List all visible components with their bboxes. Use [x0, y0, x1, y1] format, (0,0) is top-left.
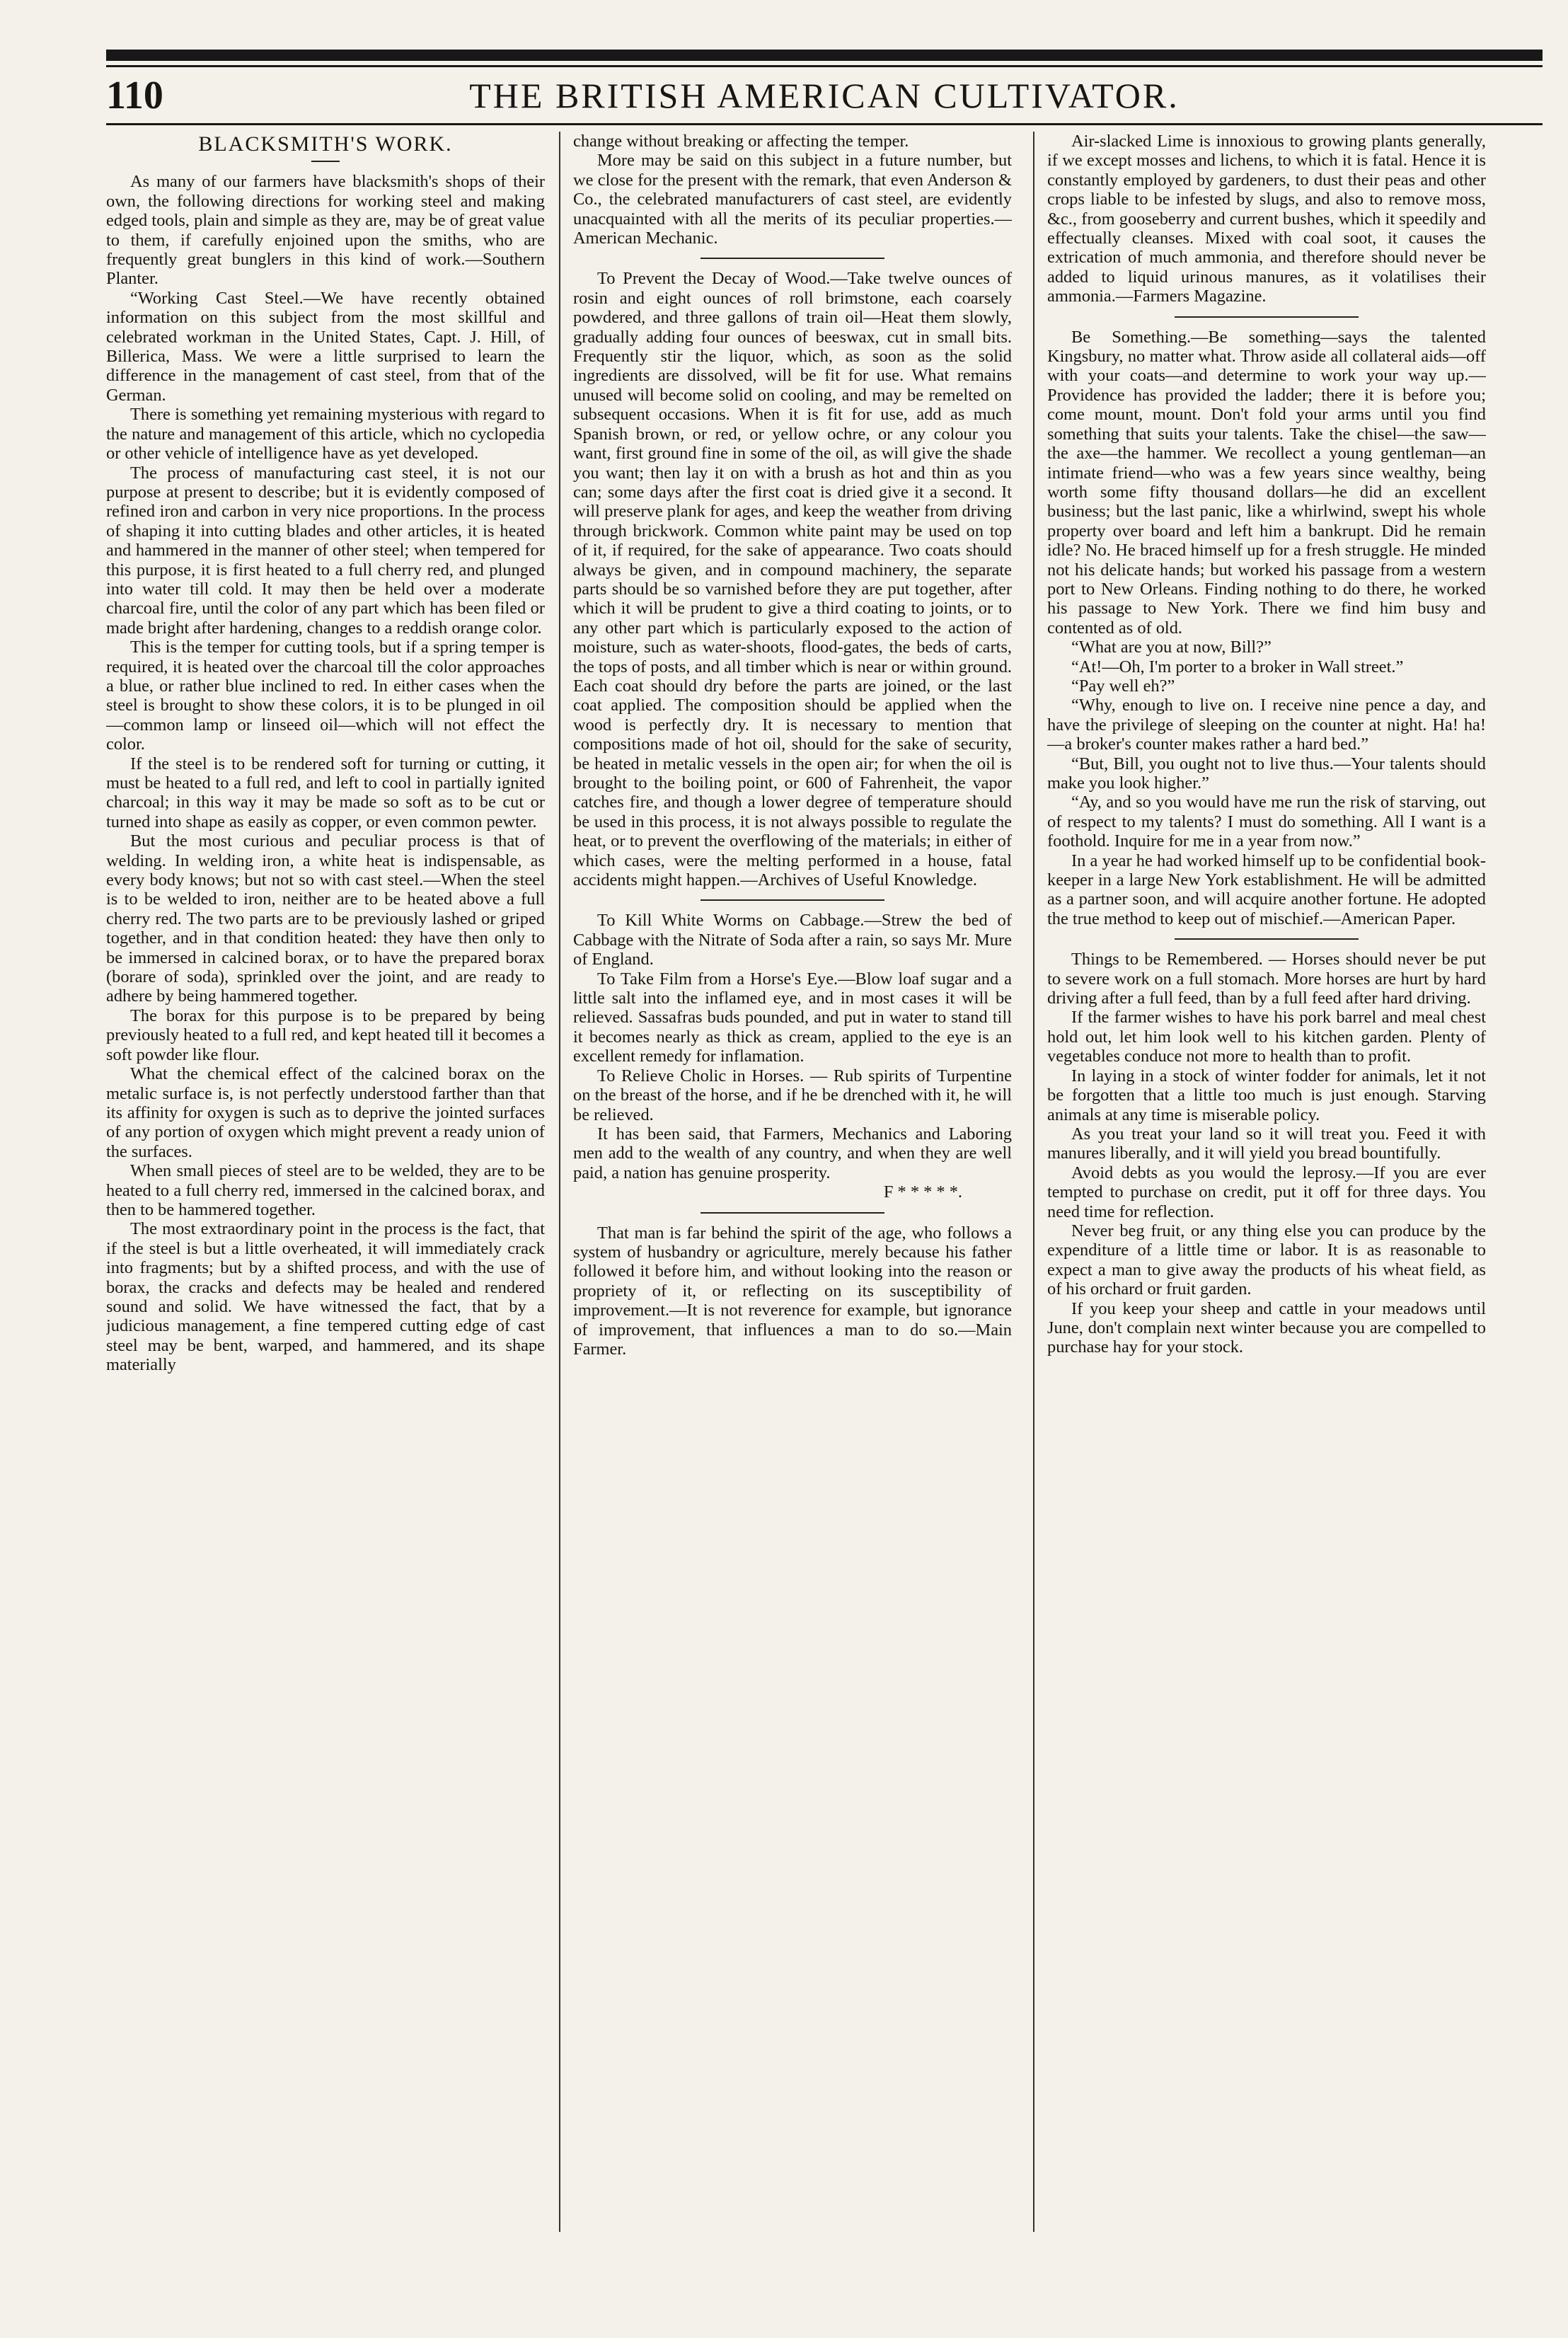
paragraph: The most extraordinary point in the process is the fact, that if the steel is but a little overheated, it will immediately crack into fragments; but by a shifted process, and with the use of borax, the cracks and defects may be healed and rendered sound and solid. We have witnessed the fact, that by a judicious management, a fine tempered cutting edge of cast steel may be bent, warped, and hammered, and its shape materially — [106, 1219, 545, 1375]
paragraph: As many of our farmers have blacksmith's shops of their own, the following directions for working steel and making edged tools, plain and simple as they are, may be of great value to them, if carefully enjoined upon the smiths, who are frequently great bunglers in this kind of work.—Southern Planter. — [106, 172, 545, 289]
paragraph: This is the temper for cutting tools, but if a spring temper is required, it is heated over the charcoal till the color approaches a blue, or rather blue inclined to red. In either cases when the steel is brought to show these colors, it is to be plunged in oil—common lamp or linseed oil—which will not effect the color. — [106, 638, 545, 754]
article-film-horse-eye: To Take Film from a Horse's Eye.—Blow loaf sugar and a little salt into the inflamed eye, and in most cases it will be relieved. Sassafras buds pounded, and put in water to stand till it becomes nearly as thick as cream, applied to the eye is an excellent remedy for inflamation. — [573, 969, 1012, 1066]
paragraph: Avoid debts as you would the leprosy.—If you are ever tempted to purchase on credit, put it off for three days. You need time for reflection. — [1047, 1163, 1486, 1221]
paragraph: There is something yet remaining mysterious with regard to the nature and management of this article, which no cyclopedia or other vehicle of intelligence have as yet developed. — [106, 405, 545, 463]
paragraph: If you keep your sheep and cattle in your meadows until June, don't complain next winter because you are compelled to purchase hay for your stock. — [1047, 1298, 1486, 1357]
column-2 — [573, 132, 1012, 2232]
paragraph: As you treat your land so it will treat you. Feed it with manures liberally, and it will yield you bread bountifully. — [1047, 1124, 1486, 1163]
bottom-margin — [0, 2232, 1568, 2338]
paragraph: It has been said, that Farmers, Mechanics and Laboring men add to the wealth of any country, and when they are well paid, a nation has genuine prosperity. — [573, 1124, 1012, 1182]
article-prevent-decay-of-wood: To Prevent the Decay of Wood.—Take twelve ounces of rosin and eight ounces of roll brimstone, each coarsely powdered, and three gallons of train oil—Heat them slowly, gradually adding four ounces of beeswax, cut in small bits. Frequently stir the liquor, which, as soon as the solid ingredients are dissolved, will be fit for use. What remains unused will become solid on cooling, and may be remelted on subsequent occasions. When it is fit for use, add as much Spanish brown, or red, or yellow ochre, or any colour you want, first ground fine in some of the oil, as will give the shade you want; then lay it on with a brush as hot and thin as you can; some days after the first coat is dried give it a second. It will preserve plank for ages, and keep the weather from driving through brickwork. Common white paint may be used on top of it, if required, for the sake of appearance. Two coats should always be given, and in compound machinery, the separate parts should be so varnished before they are put together, after which it will be prudent to give a third coating to joints, or to any other part which is particularly exposed to the action of moisture, such as water-shoots, flood-gates, the beds of carts, the tops of posts, and all timber which is near or within ground. Each coat should dry before the parts are joined, or the last coat applied. The composition should be applied when the wood is perfectly dry. It is necessary to mention that compositions made of hot oil, should for the sake of security, be heated in metalic vessels in the open air; for when the oil is brought to the boiling point, or 600 of Fahrenheit, the vapor catches fire, and though a lower degree of temperature should be used in this process, it is not always possible to regulate the heat, or to prevent the overflowing of the materials; in either of which cases, were the melting performed in a house, fatal accidents might happen.—Archives of Useful Knowledge. — [573, 269, 1012, 890]
page-number: 110 — [106, 74, 163, 117]
paragraph: Never beg fruit, or any thing else you can produce by the expenditure of a little time or labor. It is as reasonable to expect a man to give away the products of his wheat field, as of his orchard or fruit garden. — [1047, 1221, 1486, 1299]
section-divider — [701, 1212, 884, 1214]
paragraph: “Working Cast Steel.—We have recently obtained information on this subject from the most skillful and celebrated workman in the United States, Capt. J. Hill, of Billerica, Mass. We were a little surprised to learn the difference in the management of cast steel, from that of the German. — [106, 288, 545, 405]
column-separator — [1033, 132, 1034, 2232]
paragraph: In a year he had worked himself up to be confidential book-keeper in a large New York establishment. He will be admitted as a partner soon, and will acquire another fortune. He adopted the true method to keep out of mischief.—American Paper. — [1047, 851, 1486, 928]
article-be-something: Be Something.—Be something—says the talented Kingsbury, no matter what. Throw aside all collateral aids—off with your coats—and determine to work your way up.—Providence has provided the ladder; there it is before you; come mount, mount. Don't fold your arms until you find something that suits your talents. Take the chisel—the saw—the axe—the hammer. We recollect a young gentleman—an intimate friend—who was a few years since wealthy, being worth some fifty thousand dollars—he did an excellent business; but the last panic, like a whirlwind, swept his whole property over board and left him a bankrupt. Did he remain idle? No. He braced himself up for a fresh struggle. He minded not his delicate hands; but worked his passage from a western port to New Orleans. Finding nothing to do there, he worked his passage to New York. There we find him busy and contented as of old. — [1047, 327, 1486, 638]
section-divider — [701, 258, 884, 259]
section-divider — [1175, 316, 1359, 318]
paragraph: When small pieces of steel are to be welded, they are to be heated to a full cherry red, immersed in the calcined borax, and then to be hammered together. — [106, 1161, 545, 1219]
heading-dash — [311, 161, 340, 162]
paragraph: “Pay well eh?” — [1071, 676, 1175, 696]
paragraph: But the most curious and peculiar process is that of welding. In welding iron, a white heat is indispensable, as every body knows; but not so with cast steel.—When the steel is to be welded to iron, neither are to be heated above a full cherry red. The two parts are to be previously lashed or griped together, and in that condition heated: they have then only to be immersed in calcined borax, or to have the prepared borax (borare of soda), sprinkled over the joint, and are ready to adhere by being hammered together. — [106, 831, 545, 1006]
section-divider — [1175, 938, 1359, 940]
paragraph: The borax for this purpose is to be prepared by being previously heated to a full red, and kept heated till it becomes a soft powder like flour. — [106, 1006, 545, 1064]
paragraph: “At!—Oh, I'm porter to a broker in Wall street.” — [1071, 657, 1404, 676]
article-white-worms-cabbage: To Kill White Worms on Cabbage.—Strew the bed of Cabbage with the Nitrate of Soda after a rain, so says Mr. Mure of England. — [573, 911, 1012, 969]
section-divider — [701, 899, 884, 901]
paragraph: More may be said on this subject in a future number, but we close for the present with the remark, that even Anderson & Co., the celebrated manufacturers of cast steel, are evidently unacquainted with all the merits of its peculiar properties.—American Mechanic. — [573, 151, 1012, 248]
paragraph: What the chemical effect of the calcined borax on the metalic surface is, is not perfectly understood farther than that its affinity for oxygen is such as to deprive the jointed surfaces of any portion of oxygen which might prevent a ready union of the surfaces. — [106, 1064, 545, 1161]
paragraph: The process of manufacturing cast steel, it is not our purpose at present to describe; but it is evidently composed of refined iron and carbon in very nice proportions. In the process of shaping it into cutting blades and other articles, it is heated and hammered in the manner of other steel; when tempered for this purpose, it is first heated to a full cherry red, and plunged into water till cold. It may then be held over a moderate charcoal fire, until the color of any part which has been filed or made bright after hardening, changes to a reddish orange color. — [106, 463, 545, 638]
paragraph: If the farmer wishes to have his pork barrel and meal chest hold out, let him look well to his kitchen garden. Plenty of vegetables conduce not more to health than to profit. — [1047, 1008, 1486, 1066]
column-1 — [106, 132, 545, 2232]
paragraph: “But, Bill, you ought not to live thus.—Your talents should make you look higher.” — [1047, 754, 1486, 793]
article-air-slacked-lime: Air-slacked Lime is innoxious to growing plants generally, if we except mosses and lichens, to which it is fatal. Hence it is constantly employed by gardeners, to dust their peas and other crops liable to be infested by slugs, and also to remove moss, &c., from gooseberry and current bushes, which it speedily and effectually cleanses. Mixed with coal soot, it causes the extrication of much ammonia, and therefore should never be added to liquid urinous manures, as it volatilises their ammonia.—Farmers Magazine. — [1047, 132, 1486, 306]
paragraph: That man is far behind the spirit of the age, who follows a system of husbandry or agriculture, merely because his father followed it before him, and without looking into the reason or propriety of it, or reflecting on its susceptibility of improvement.—It is not reverence for example, but ignorance of improvement, that influences a man to do so.—Main Farmer. — [573, 1223, 1012, 1359]
paragraph: change without breaking or affecting the temper. — [573, 132, 909, 151]
header-underline — [106, 123, 1543, 125]
paragraph: “Why, enough to live on. I receive nine pence a day, and have the privilege of sleeping on the counter at night. Ha! ha! —a broker's counter makes rather a hard bed.” — [1047, 696, 1486, 754]
column-3 — [1047, 132, 1486, 2232]
page-header — [106, 71, 1543, 120]
article-things-to-be-remembered: Things to be Remembered. — Horses should never be put to severe work on a full stomach. More horses are hurt by hard driving after a full feed, than by a full feed after hard driving. — [1047, 950, 1486, 1008]
paragraph: In laying in a stock of winter fodder for animals, let it not be forgotten that a little too much is just enough. Starving animals at any time is miserable policy. — [1047, 1066, 1486, 1124]
article-cholic-horses: To Relieve Cholic in Horses. — Rub spirits of Turpentine on the breast of the horse, and if he be drenched with it, he will be relieved. — [573, 1066, 1012, 1124]
article-heading-blacksmiths-work: BLACKSMITH'S WORK. — [198, 132, 453, 156]
signature: F * * * * *. — [883, 1182, 962, 1202]
masthead-rule-thick — [106, 50, 1543, 61]
publication-title: THE BRITISH AMERICAN CULTIVATOR. — [469, 76, 1180, 115]
column-separator — [559, 132, 560, 2232]
paragraph: If the steel is to be rendered soft for turning or cutting, it must be heated to a full red, and left to cool in partially ignited charcoal; in this way it may be made so soft as to be cut or turned into shape as easily as copper, or even common pewter. — [106, 754, 545, 831]
paragraph: “Ay, and so you would have me run the risk of starving, out of respect to my talents? I must do something. All I want is a foothold. Inquire for me in a year from now.” — [1047, 793, 1486, 851]
masthead-rule-thin — [106, 65, 1543, 67]
paragraph: “What are you at now, Bill?” — [1071, 638, 1272, 657]
